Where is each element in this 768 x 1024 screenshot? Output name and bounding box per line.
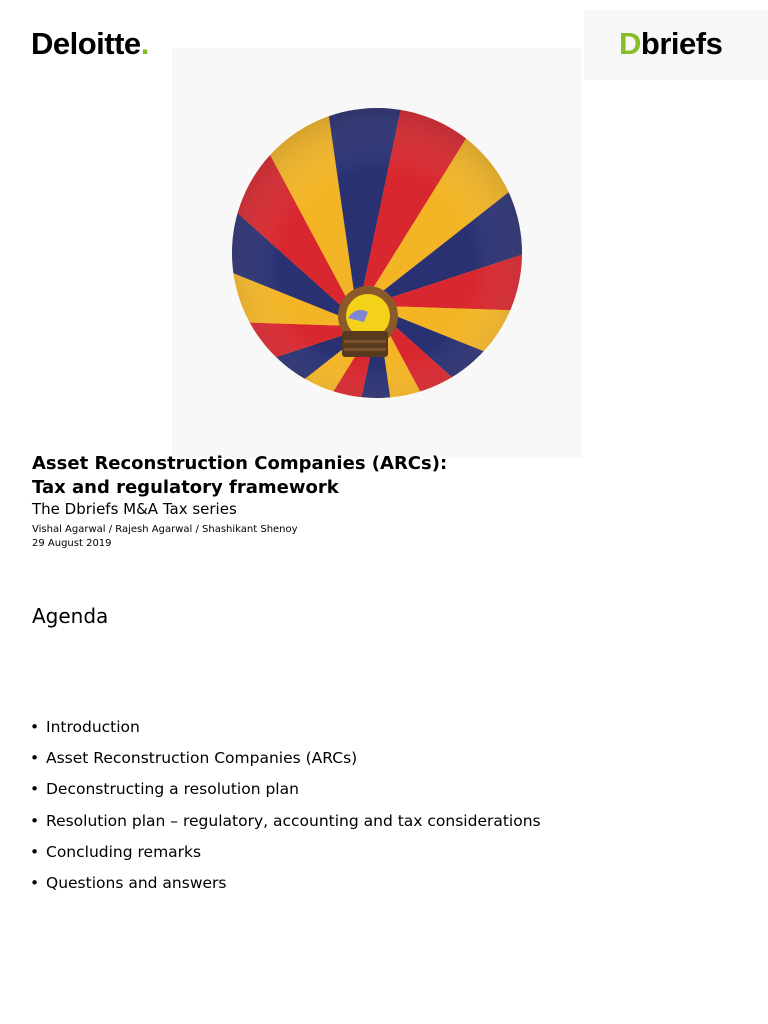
agenda-item xyxy=(30,837,730,868)
agenda-item-label: Questions and answers xyxy=(46,874,227,893)
bullet-icon: • xyxy=(30,811,40,830)
presenter-names: Vishal Agarwal / Rajesh Agarwal / Shashikant Shenoy xyxy=(32,524,298,535)
bullet-icon: • xyxy=(30,780,40,799)
agenda-item-label: Deconstructing a resolution plan xyxy=(46,780,299,799)
balloon-basket xyxy=(342,331,388,357)
balloon-illustration xyxy=(172,48,582,458)
agenda-item xyxy=(30,774,730,805)
hot-air-balloon-image xyxy=(172,48,582,458)
bullet-icon: • xyxy=(30,718,40,736)
agenda-item-label: Asset Reconstruction Companies (ARCs) xyxy=(46,749,358,768)
agenda-item-label: Concluding remarks xyxy=(46,842,202,861)
agenda-heading: Agenda xyxy=(32,604,109,628)
agenda-item xyxy=(30,806,730,837)
presentation-title xyxy=(32,452,732,500)
bullet-icon: • xyxy=(30,842,40,861)
deloitte-logo xyxy=(31,26,149,62)
deloitte-logo-text: Deloitte xyxy=(31,26,141,61)
presentation-subtitle: The Dbriefs M&A Tax series xyxy=(32,500,237,518)
presentation-date: 29 August 2019 xyxy=(32,538,112,549)
title-line-1: Asset Reconstruction Companies (ARCs): xyxy=(32,453,448,474)
dbriefs-logo-text: briefs xyxy=(640,26,723,61)
agenda-list xyxy=(30,712,730,899)
bullet-icon: • xyxy=(30,874,40,893)
agenda-item xyxy=(30,712,730,743)
deloitte-logo-dot: . xyxy=(140,26,149,61)
agenda-item xyxy=(30,743,730,774)
bullet-icon: • xyxy=(30,749,40,768)
title-line-2: Tax and regulatory framework xyxy=(32,477,339,498)
dbriefs-logo-d: D xyxy=(619,26,641,61)
dbriefs-logo xyxy=(584,10,768,80)
agenda-item xyxy=(30,868,730,899)
agenda-item-label: Introduction xyxy=(46,718,140,736)
balloon-envelope xyxy=(172,48,582,458)
agenda-item-label: Resolution plan – regulatory, accounting and tax considerations xyxy=(46,811,541,830)
